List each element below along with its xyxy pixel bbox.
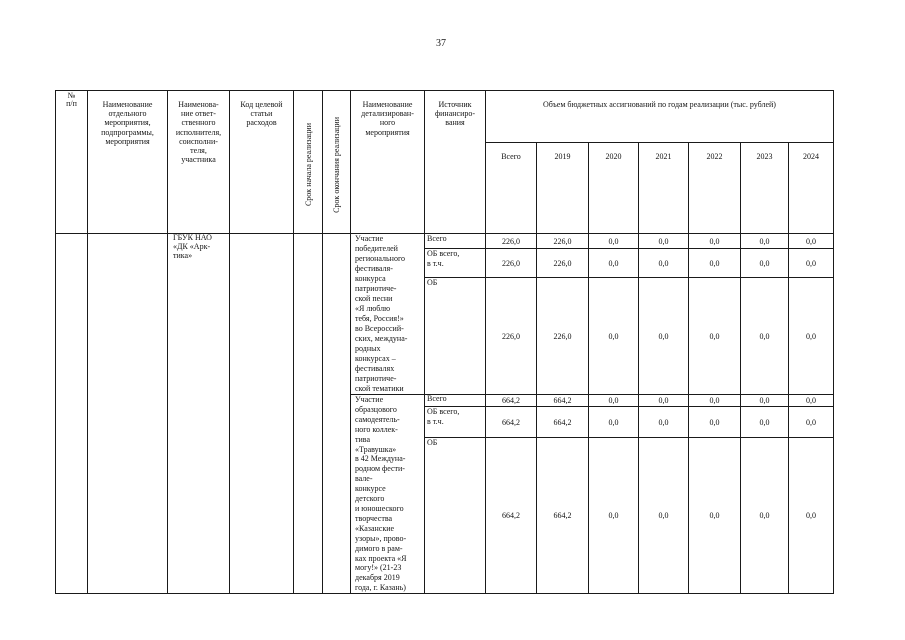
empty-number-cell bbox=[56, 234, 88, 594]
funding-source-cell: ОБ всего, в т.ч. bbox=[425, 407, 486, 438]
header-year-2023: 2023 bbox=[741, 143, 789, 234]
header-year-2020: 2020 bbox=[589, 143, 639, 234]
value-cell: 226,0 bbox=[486, 249, 537, 278]
value-cell: 0,0 bbox=[689, 395, 741, 407]
value-cell: 0,0 bbox=[639, 249, 689, 278]
value-cell: 0,0 bbox=[639, 438, 689, 594]
value-cell: 0,0 bbox=[589, 278, 639, 395]
header-start-term-cell bbox=[294, 91, 323, 234]
value-cell: 0,0 bbox=[639, 278, 689, 395]
value-cell: 664,2 bbox=[537, 395, 589, 407]
header-end-term: Срок окончания реализации bbox=[332, 116, 341, 213]
funding-source-cell: Всего bbox=[425, 234, 486, 249]
value-cell: 226,0 bbox=[537, 249, 589, 278]
value-cell: 0,0 bbox=[741, 249, 789, 278]
value-cell: 0,0 bbox=[789, 395, 834, 407]
value-cell: 0,0 bbox=[789, 249, 834, 278]
header-start-term: Срок начала реализации bbox=[303, 122, 313, 207]
value-cell: 0,0 bbox=[639, 234, 689, 249]
value-cell: 0,0 bbox=[689, 249, 741, 278]
header-executor: Наименова- ние ответ- ственного исполнителя, соисполни- теля, участника bbox=[168, 91, 230, 234]
detailed-event-2: Участие образцового самодеятель- ного коллек- тива «Травушка» в 42 Междуна- родном фести- вале- конкурсе детского и юношеского творчества «Казанские узоры», прово- димого в рам- ках проекта «Я могу!» (21-23 декабря 2019 года, г. Казань) bbox=[351, 395, 425, 594]
value-cell: 0,0 bbox=[689, 234, 741, 249]
header-funding-source: Источник финансиро- вания bbox=[425, 91, 486, 234]
value-cell: 0,0 bbox=[589, 407, 639, 438]
value-cell: 664,2 bbox=[537, 438, 589, 594]
header-budget-code: Код целевой статьи расходов bbox=[230, 91, 294, 234]
empty-event-name-cell bbox=[88, 234, 168, 594]
header-number: № п/п bbox=[56, 91, 88, 234]
value-cell: 0,0 bbox=[589, 395, 639, 407]
value-cell: 0,0 bbox=[689, 407, 741, 438]
value-cell: 0,0 bbox=[689, 438, 741, 594]
value-cell: 226,0 bbox=[486, 234, 537, 249]
funding-source-cell: ОБ bbox=[425, 278, 486, 395]
header-year-2019: 2019 bbox=[537, 143, 589, 234]
value-cell: 0,0 bbox=[789, 438, 834, 594]
value-cell: 0,0 bbox=[741, 278, 789, 395]
value-cell: 0,0 bbox=[741, 438, 789, 594]
value-cell: 0,0 bbox=[789, 234, 834, 249]
page-number: 37 bbox=[436, 38, 446, 49]
header-end-term-cell bbox=[323, 91, 351, 234]
value-cell: 0,0 bbox=[639, 395, 689, 407]
funding-source-cell: ОБ всего, в т.ч. bbox=[425, 249, 486, 278]
value-cell: 0,0 bbox=[589, 249, 639, 278]
empty-start-term-cell bbox=[294, 234, 323, 594]
header-year-2022: 2022 bbox=[689, 143, 741, 234]
value-cell: 0,0 bbox=[741, 407, 789, 438]
header-year-total: Всего bbox=[486, 143, 537, 234]
value-cell: 226,0 bbox=[537, 278, 589, 395]
header-detailed-event: Наименование детализирован- ного мероприятия bbox=[351, 91, 425, 234]
value-cell: 226,0 bbox=[537, 234, 589, 249]
header-event-name: Наименование отдельного мероприятия, подпрограммы, мероприятия bbox=[88, 91, 168, 234]
empty-end-term-cell bbox=[323, 234, 351, 594]
value-cell: 0,0 bbox=[589, 234, 639, 249]
value-cell: 0,0 bbox=[741, 234, 789, 249]
value-cell: 664,2 bbox=[486, 438, 537, 594]
header-budget-volume: Объем бюджетных ассигнований по годам реализации (тыс. рублей) bbox=[486, 91, 834, 143]
funding-source-cell: ОБ bbox=[425, 438, 486, 594]
value-cell: 0,0 bbox=[789, 278, 834, 395]
value-cell: 664,2 bbox=[537, 407, 589, 438]
value-cell: 0,0 bbox=[789, 407, 834, 438]
header-year-2024: 2024 bbox=[789, 143, 834, 234]
funding-source-cell: Всего bbox=[425, 395, 486, 407]
value-cell: 0,0 bbox=[689, 278, 741, 395]
value-cell: 0,0 bbox=[741, 395, 789, 407]
detailed-event-1: Участие победителей регионального фестиваля- конкурса патриотиче- ской песни «Я люблю тебя, Россия!» во Всероссий- ских, междуна- родных конкурсах – фестивалях патриотиче- ской тематики bbox=[351, 234, 425, 395]
value-cell: 0,0 bbox=[589, 438, 639, 594]
executor-cell: ГБУК НАО «ДК «Арк- тика» bbox=[168, 234, 230, 594]
value-cell: 226,0 bbox=[486, 278, 537, 395]
value-cell: 664,2 bbox=[486, 407, 537, 438]
value-cell: 0,0 bbox=[639, 407, 689, 438]
empty-budget-code-cell bbox=[230, 234, 294, 594]
value-cell: 664,2 bbox=[486, 395, 537, 407]
header-year-2021: 2021 bbox=[639, 143, 689, 234]
